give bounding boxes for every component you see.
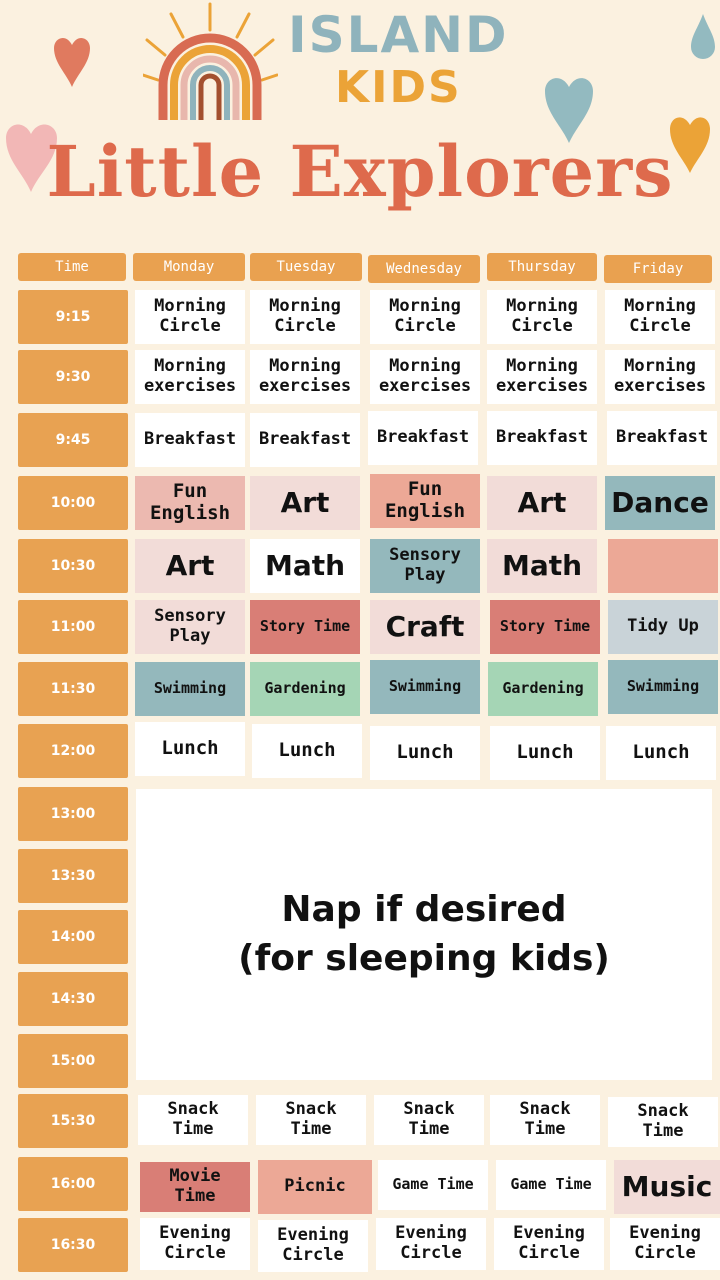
time-slot: 10:00 <box>18 476 128 530</box>
time-slot: 10:30 <box>18 539 128 593</box>
heart-icon <box>52 33 92 88</box>
time-slot: 13:30 <box>18 849 128 903</box>
activity-cell: Math <box>250 539 360 593</box>
activity-cell: Lunch <box>490 726 600 780</box>
activity-cell: Morning exercises <box>370 350 480 404</box>
activity-cell: Tidy Up <box>608 600 718 654</box>
activity-cell: Swimming <box>370 660 480 714</box>
activity-cell: Music <box>614 1160 720 1214</box>
time-slot: 14:00 <box>18 910 128 964</box>
activity-cell: Snack Time <box>138 1095 248 1145</box>
activity-cell: Art <box>135 539 245 593</box>
activity-cell: Snack Time <box>256 1095 366 1145</box>
activity-cell: Evening Circle <box>610 1218 720 1270</box>
activity-cell: Breakfast <box>607 411 717 465</box>
activity-cell: Game Time <box>496 1160 606 1210</box>
page-title: Little Explorers <box>46 130 674 213</box>
activity-cell: Morning exercises <box>250 350 360 404</box>
activity-cell: Morning Circle <box>135 290 245 344</box>
rainbow-icon <box>143 0 278 125</box>
time-slot: 12:00 <box>18 724 128 778</box>
activity-cell-empty <box>608 539 718 593</box>
activity-cell: Dance <box>605 476 715 530</box>
activity-cell: Breakfast <box>487 411 597 465</box>
activity-cell: Art <box>250 476 360 530</box>
activity-cell: Evening Circle <box>140 1218 250 1270</box>
activity-cell: Morning Circle <box>487 290 597 344</box>
activity-cell: Morning exercises <box>605 350 715 404</box>
header-time: Time <box>18 253 126 281</box>
time-slot: 11:30 <box>18 662 128 716</box>
activity-cell: Story Time <box>250 600 360 654</box>
activity-cell: Picnic <box>258 1160 372 1214</box>
activity-cell: Evening Circle <box>376 1218 486 1270</box>
brand-island: ISLAND <box>288 6 509 64</box>
nap-block: Nap if desired (for sleeping kids) <box>136 789 712 1080</box>
time-slot: 13:00 <box>18 787 128 841</box>
activity-cell: Snack Time <box>490 1095 600 1145</box>
time-slot: 15:30 <box>18 1094 128 1148</box>
activity-cell: Fun English <box>135 476 245 530</box>
time-slot: 9:30 <box>18 350 128 404</box>
activity-cell: Swimming <box>135 662 245 716</box>
activity-cell: Gardening <box>250 662 360 716</box>
activity-cell: Lunch <box>370 726 480 780</box>
activity-cell: Morning Circle <box>250 290 360 344</box>
activity-cell: Morning exercises <box>135 350 245 404</box>
time-slot: 11:00 <box>18 600 128 654</box>
activity-cell: Art <box>487 476 597 530</box>
time-slot: 9:45 <box>18 413 128 467</box>
activity-cell: Math <box>487 539 597 593</box>
activity-cell: Movie Time <box>140 1162 250 1212</box>
activity-cell: Morning Circle <box>605 290 715 344</box>
activity-cell: Breakfast <box>250 413 360 467</box>
activity-cell: Sensory Play <box>370 539 480 593</box>
header-wednesday: Wednesday <box>368 255 480 283</box>
activity-cell: Snack Time <box>608 1097 718 1147</box>
time-slot: 16:00 <box>18 1157 128 1211</box>
activity-cell: Craft <box>370 600 480 654</box>
header-friday: Friday <box>604 255 712 283</box>
activity-cell: Gardening <box>488 662 598 716</box>
time-slot: 14:30 <box>18 972 128 1026</box>
time-slot: 9:15 <box>18 290 128 344</box>
activity-cell: Evening Circle <box>494 1218 604 1270</box>
activity-cell: Lunch <box>252 724 362 778</box>
header-tuesday: Tuesday <box>250 253 362 281</box>
brand-kids: KIDS <box>335 62 462 113</box>
activity-cell: Breakfast <box>368 411 478 465</box>
header-monday: Monday <box>133 253 245 281</box>
activity-cell: Snack Time <box>374 1095 484 1145</box>
time-slot: 16:30 <box>18 1218 128 1272</box>
raindrop-icon <box>690 14 716 62</box>
activity-cell: Fun English <box>370 474 480 528</box>
activity-cell: Sensory Play <box>135 600 245 654</box>
activity-cell: Morning Circle <box>370 290 480 344</box>
activity-cell: Breakfast <box>135 413 245 467</box>
header-thursday: Thursday <box>487 253 597 281</box>
activity-cell: Lunch <box>606 726 716 780</box>
activity-cell: Evening Circle <box>258 1220 368 1272</box>
time-slot: 15:00 <box>18 1034 128 1088</box>
activity-cell: Lunch <box>135 722 245 776</box>
activity-cell: Story Time <box>490 600 600 654</box>
activity-cell: Swimming <box>608 660 718 714</box>
activity-cell: Game Time <box>378 1160 488 1210</box>
activity-cell: Morning exercises <box>487 350 597 404</box>
